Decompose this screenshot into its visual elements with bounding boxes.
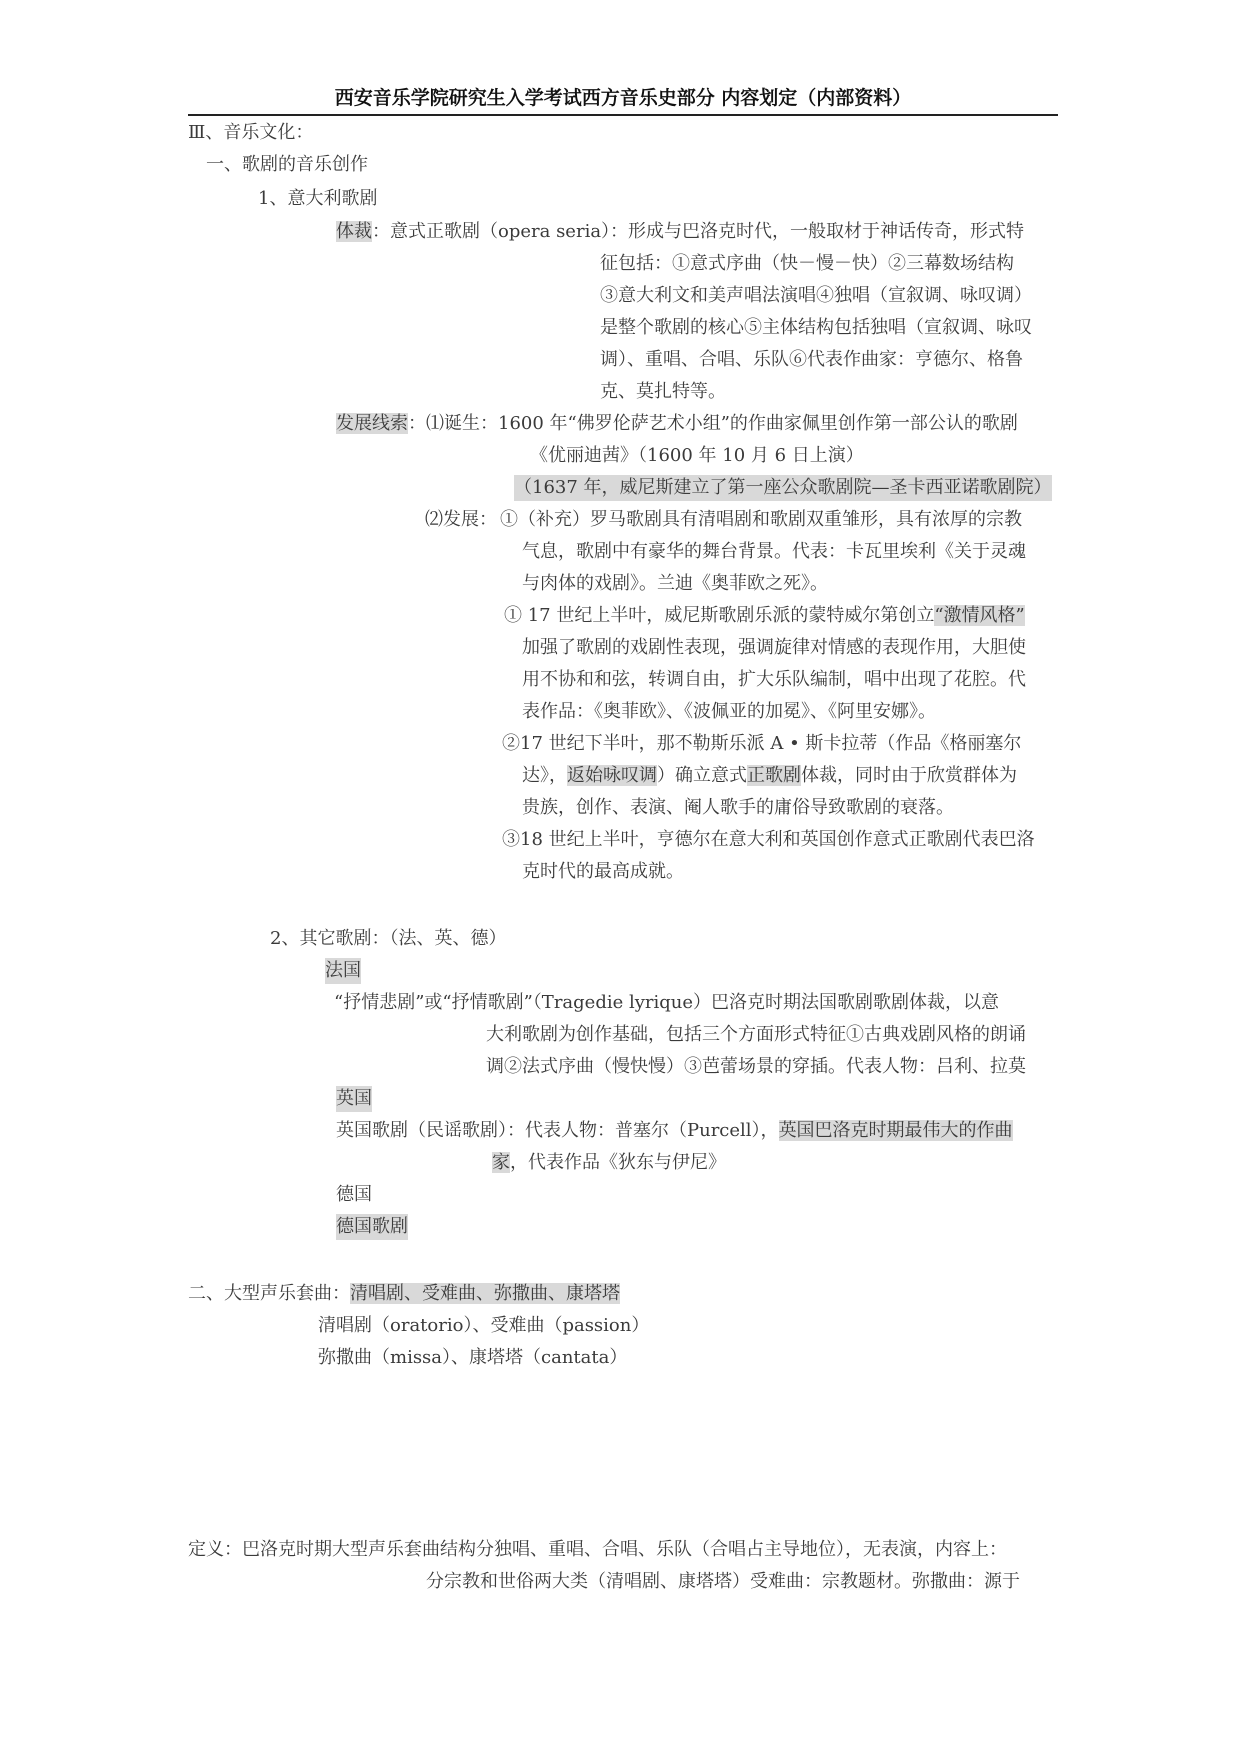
genre-line-5: 调）、重唱、合唱、乐队⑥代表作曲家：亨德尔、格鲁: [600, 349, 1023, 370]
dev-line-1: [336, 411, 1018, 437]
genre-line-3: ③意大利文和美声唱法演唱④独唱（宣叙调、咏叹调）: [600, 285, 1032, 306]
france-line-2: 大利歌剧为创作基础，包括三个方面形式特征①古典戏剧风格的朗诵: [486, 1024, 1026, 1045]
genre-line-6: 克、莫扎特等。: [600, 381, 726, 402]
dev-d-line-2: 克时代的最高成就。: [522, 861, 684, 882]
purcell-highlight: 英国巴洛克时期最伟大的作曲: [778, 1120, 1013, 1141]
da-capo-aria-highlight: 返始咏叹调: [567, 765, 657, 786]
france-line-1: “抒情悲剧”或“抒情歌剧”（Tragedie lyrique）巴洛克时期法国歌剧歌剧体裁，以意: [334, 992, 1000, 1013]
genre-label: 体裁: [336, 221, 372, 242]
dev-birth-text: ：⑴诞生：1600 年“佛罗伦萨艺术小组”的作曲家佩里创作第一部公认的歌剧: [408, 413, 1018, 434]
definition-line-2: 分宗教和世俗两大类（清唱剧、康塔塔）受难曲：宗教题材。弥撒曲：源于: [426, 1571, 1020, 1592]
part2-title: [188, 1281, 620, 1307]
opera-seria-highlight: 正歌剧: [747, 765, 801, 786]
dev-prefix: ⑵发展：: [425, 509, 497, 530]
germany-label: 德国: [336, 1184, 372, 1205]
england-work: ，代表作品《狄东与伊尼》: [510, 1152, 726, 1173]
dev-b-line-1: [504, 603, 1025, 629]
dev-c-pre: 达》，: [522, 765, 567, 786]
dev-b-line-4: 表作品：《奥菲欧》、《波佩亚的加冕》、《阿里安娜》。: [522, 701, 936, 722]
part1-title: 一、歌剧的音乐创作: [206, 154, 368, 175]
genre-line-2: 征包括：①意式序曲（快－慢－快）②三幕数场结构: [600, 253, 1014, 274]
venice-note: （1637 年，威尼斯建立了第一座公众歌剧院—圣卡西亚诺歌剧院）: [514, 475, 1052, 501]
part2-line-1: 清唱剧（oratorio）、受难曲（passion）: [318, 1315, 650, 1336]
england-label: 英国: [336, 1086, 372, 1112]
dev-b-line-3: 用不协和和弦，转调自由，扩大乐队编制，唱中出现了花腔。代: [522, 669, 1026, 690]
dev-b-text: ① 17 世纪上半叶，威尼斯歌剧乐派的蒙特威尔第创立: [504, 605, 935, 626]
dev-c-mid: ）确立意式: [657, 765, 747, 786]
france-label: 法国: [325, 958, 361, 984]
header-title: 西安音乐学院研究生入学考试西方音乐史部分 内容划定（内部资料）: [334, 87, 912, 109]
page-header: [188, 84, 1058, 116]
dev-a-line-2: 气息，歌剧中有豪华的舞台背景。代表：卡瓦里埃利《关于灵魂: [522, 541, 1026, 562]
england-line-1: [336, 1118, 1013, 1144]
dev-a-line-1: ①（补充）罗马歌剧具有清唱剧和歌剧双重雏形，具有浓厚的宗教: [500, 509, 1022, 530]
france-line-3: 调②法式序曲（慢快慢）③芭蕾场景的穿插。代表人物：吕利、拉莫: [486, 1056, 1026, 1077]
purcell-highlight-end: 家: [492, 1152, 510, 1173]
dev-d-line-1: ③18 世纪上半叶，亨德尔在意大利和英国创作意式正歌剧代表巴洛: [502, 829, 1035, 850]
dev-c-line-2: [522, 763, 1017, 789]
dev-c-line-3: 贵族，创作、表演、阉人歌手的庸俗导致歌剧的衰落。: [522, 797, 954, 818]
dev-label: 发展线索: [336, 413, 408, 434]
genre-line-1: [336, 219, 1024, 245]
section-title: Ⅲ、音乐文化：: [188, 122, 314, 143]
part2-line-2: 弥撒曲（missa）、康塔塔（cantata）: [318, 1347, 628, 1368]
genre-text: ：意式正歌剧（opera seria）：形成与巴洛克时代，一般取材于神话传奇，形式特: [372, 221, 1025, 242]
dev-c-post: 体裁，同时由于欣赏群体为: [801, 765, 1017, 786]
dev-c-line-1: ②17 世纪下半叶，那不勒斯乐派 A • 斯卡拉蒂（作品《格丽塞尔: [502, 733, 1022, 754]
dev-a-line-3: 与肉体的戏剧》。兰迪《奥菲欧之死》。: [522, 573, 828, 594]
dev-b-highlight: “激情风格”: [934, 605, 1025, 626]
german-opera-label: 德国歌剧: [336, 1214, 408, 1240]
england-line-2: [492, 1150, 726, 1176]
italian-opera-title: 1、意大利歌剧: [258, 188, 378, 209]
dev-line-2: 《优丽迪茜》（1600 年 10 月 6 日上演）: [530, 445, 864, 466]
genre-line-4: 是整个歌剧的核心⑤主体结构包括独唱（宣叙调、咏叹: [600, 317, 1032, 338]
part2-title-text: 二、大型声乐套曲：: [188, 1283, 350, 1304]
dev-b-line-2: 加强了歌剧的戏剧性表现，强调旋律对情感的表现作用，大胆使: [522, 637, 1026, 658]
england-text: 英国歌剧（民谣歌剧）：代表人物：普塞尔（Purcell），: [336, 1120, 779, 1141]
part2-genres-highlight: 清唱剧、受难曲、弥撒曲、康塔塔: [350, 1283, 620, 1304]
definition-line-1: 定义：巴洛克时期大型声乐套曲结构分独唱、重唱、合唱、乐队（合唱占主导地位），无表演，内容上：: [188, 1539, 1007, 1560]
other-operas-title: 2、其它歌剧：（法、英、德）: [270, 928, 507, 949]
